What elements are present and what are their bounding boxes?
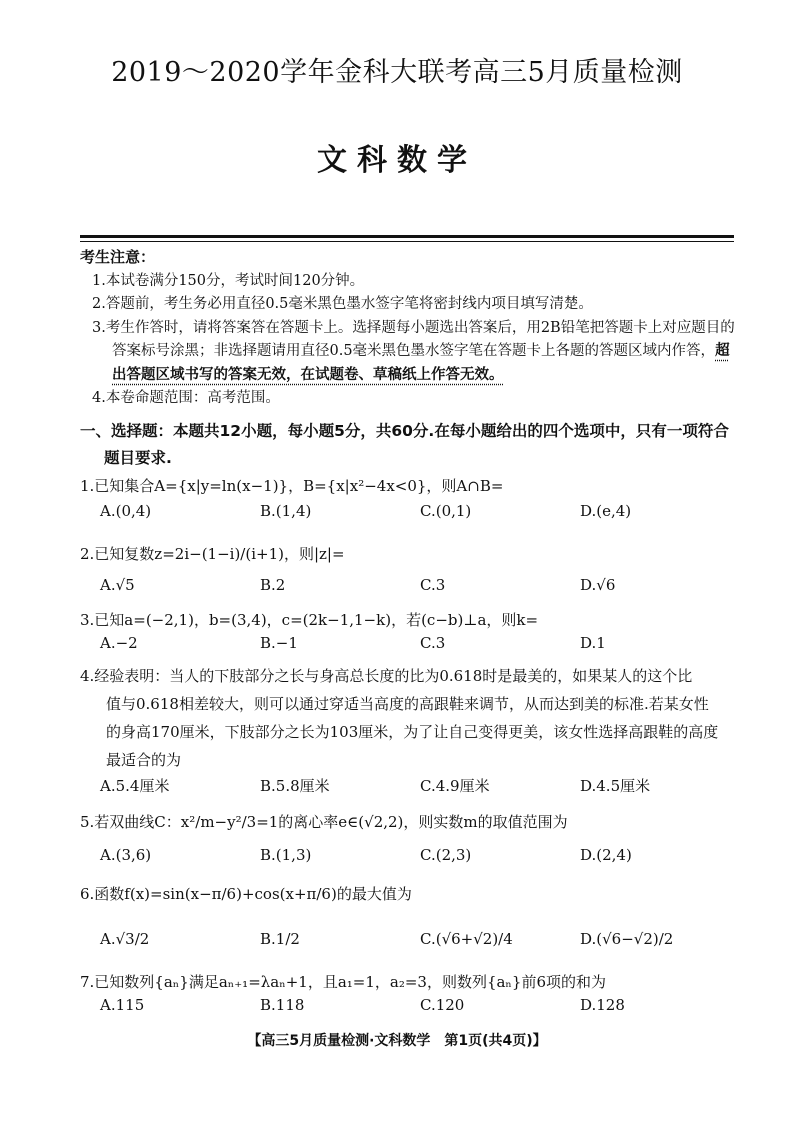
option-b: B.5.8厘米 xyxy=(260,777,330,795)
option-d: D.128 xyxy=(580,996,625,1014)
question-6-options xyxy=(100,930,740,958)
option-c: C.3 xyxy=(420,576,446,594)
option-a: A.5.4厘米 xyxy=(100,777,170,795)
question-stem: 4.经验表明：当人的下肢部分之长与身高总长度的比为0.618时是最美的，如果某人的这个比 xyxy=(80,667,693,685)
question-4 xyxy=(80,662,745,774)
question-3 xyxy=(80,606,745,634)
question-stem-cont: 的身高170厘米，下肢部分之长为103厘米，为了让自己变得更美，该女性选择高跟鞋的高度 xyxy=(106,723,719,741)
question-stem-cont: 最适合的为 xyxy=(106,751,182,769)
question-2-options xyxy=(100,576,740,604)
question-5-options xyxy=(100,846,740,874)
option-b: B.118 xyxy=(260,996,305,1014)
question-7-options xyxy=(100,996,740,1024)
question-stem: 7.已知数列{aₙ}满足aₙ₊₁=λaₙ+1，且a₁=1，a₂=3，则数列{aₙ}前6项的和为 xyxy=(80,973,607,991)
option-b: B.(1,3) xyxy=(260,846,312,864)
question-4-options xyxy=(100,775,740,803)
option-d: D.(2,4) xyxy=(580,846,632,864)
option-b: B.(1,4) xyxy=(260,502,312,520)
option-c: C.(2,3) xyxy=(420,846,472,864)
option-a: A.115 xyxy=(100,996,145,1014)
question-7 xyxy=(80,968,745,996)
subject-title: 文科数学 xyxy=(317,143,477,178)
divider-thin xyxy=(80,241,734,242)
option-a: A.√3/2 xyxy=(100,930,150,948)
option-a: A.(0,4) xyxy=(100,502,152,520)
divider-thick xyxy=(80,235,734,238)
page-footer: 【高三5月质量检测·文科数学 第1页(共4页)】 xyxy=(247,1033,547,1049)
option-a: A.−2 xyxy=(100,634,138,652)
option-d: D.1 xyxy=(580,634,606,652)
question-3-options xyxy=(100,634,740,662)
notice-item: 4.本卷命题范围：高考范围。 xyxy=(92,390,280,406)
exam-title: 2019～2020学年金科大联考高三5月质量检测 xyxy=(111,57,683,88)
question-stem: 5.若双曲线C：x²/m−y²/3=1的离心率e∈(√2,2)，则实数m的取值范围为 xyxy=(80,813,568,831)
notice-heading: 考生注意： xyxy=(80,248,156,266)
notice-item-text: 3.考生作答时，请将答案答在答题卡上。选择题每小题选出答案后，用2B铅笔把答题卡上对应题目的答案标号涂黑；非选择题请用直径0.5毫米黑色墨水签字笔在答题卡上各题的答题区域内作答， xyxy=(92,319,735,359)
question-stem-cont: 值与0.618相差较大，则可以通过穿适当高度的高跟鞋来调节，从而达到美的标准.若某女性 xyxy=(106,695,709,713)
option-d: D.(e,4) xyxy=(580,502,632,520)
section-line: 一、选择题：本题共12小题，每小题5分，共60分.在每小题给出的四个选项中，只有一项符合 xyxy=(80,422,729,440)
notice-item-3 xyxy=(80,317,740,388)
question-6 xyxy=(80,880,745,908)
option-d: D.(√6−√2)/2 xyxy=(580,930,674,948)
option-a: A.(3,6) xyxy=(100,846,152,864)
question-1 xyxy=(80,472,745,500)
option-c: C.4.9厘米 xyxy=(420,777,490,795)
option-c: C.3 xyxy=(420,634,446,652)
option-c: C.120 xyxy=(420,996,465,1014)
question-5 xyxy=(80,808,745,836)
option-b: B.1/2 xyxy=(260,930,300,948)
notice-item: 2.答题前，考生务必用直径0.5毫米黑色墨水签字笔将密封线内项目填写清楚。 xyxy=(92,296,593,312)
question-stem: 6.函数f(x)=sin(x−π/6)+cos(x+π/6)的最大值为 xyxy=(80,885,412,903)
question-2 xyxy=(80,540,745,568)
notice-emphasis: 超出答题区域书写的答案无效，在试题卷、草稿纸上作答无效。 xyxy=(112,343,730,383)
option-d: D.4.5厘米 xyxy=(580,777,651,795)
question-stem: 2.已知复数z=2i−(1−i)/(i+1)，则|z|= xyxy=(80,545,345,563)
notice-item: 1.本试卷满分150分，考试时间120分钟。 xyxy=(92,272,365,289)
section-heading xyxy=(80,418,740,472)
option-b: B.2 xyxy=(260,576,286,594)
notice-block xyxy=(80,246,740,411)
question-stem: 3.已知a=(−2,1)，b=(3,4)，c=(2k−1,1−k)，若(c−b)⊥a，则k= xyxy=(80,611,539,629)
option-d: D.√6 xyxy=(580,576,616,594)
question-stem: 1.已知集合A={x|y=ln(x−1)}，B={x|x²−4x<0}，则A∩B= xyxy=(80,477,504,495)
section-line: 题目要求. xyxy=(104,449,172,467)
option-a: A.√5 xyxy=(100,576,135,594)
question-1-options xyxy=(100,502,740,530)
option-c: C.(0,1) xyxy=(420,502,472,520)
option-c: C.(√6+√2)/4 xyxy=(420,930,513,948)
option-b: B.−1 xyxy=(260,634,298,652)
